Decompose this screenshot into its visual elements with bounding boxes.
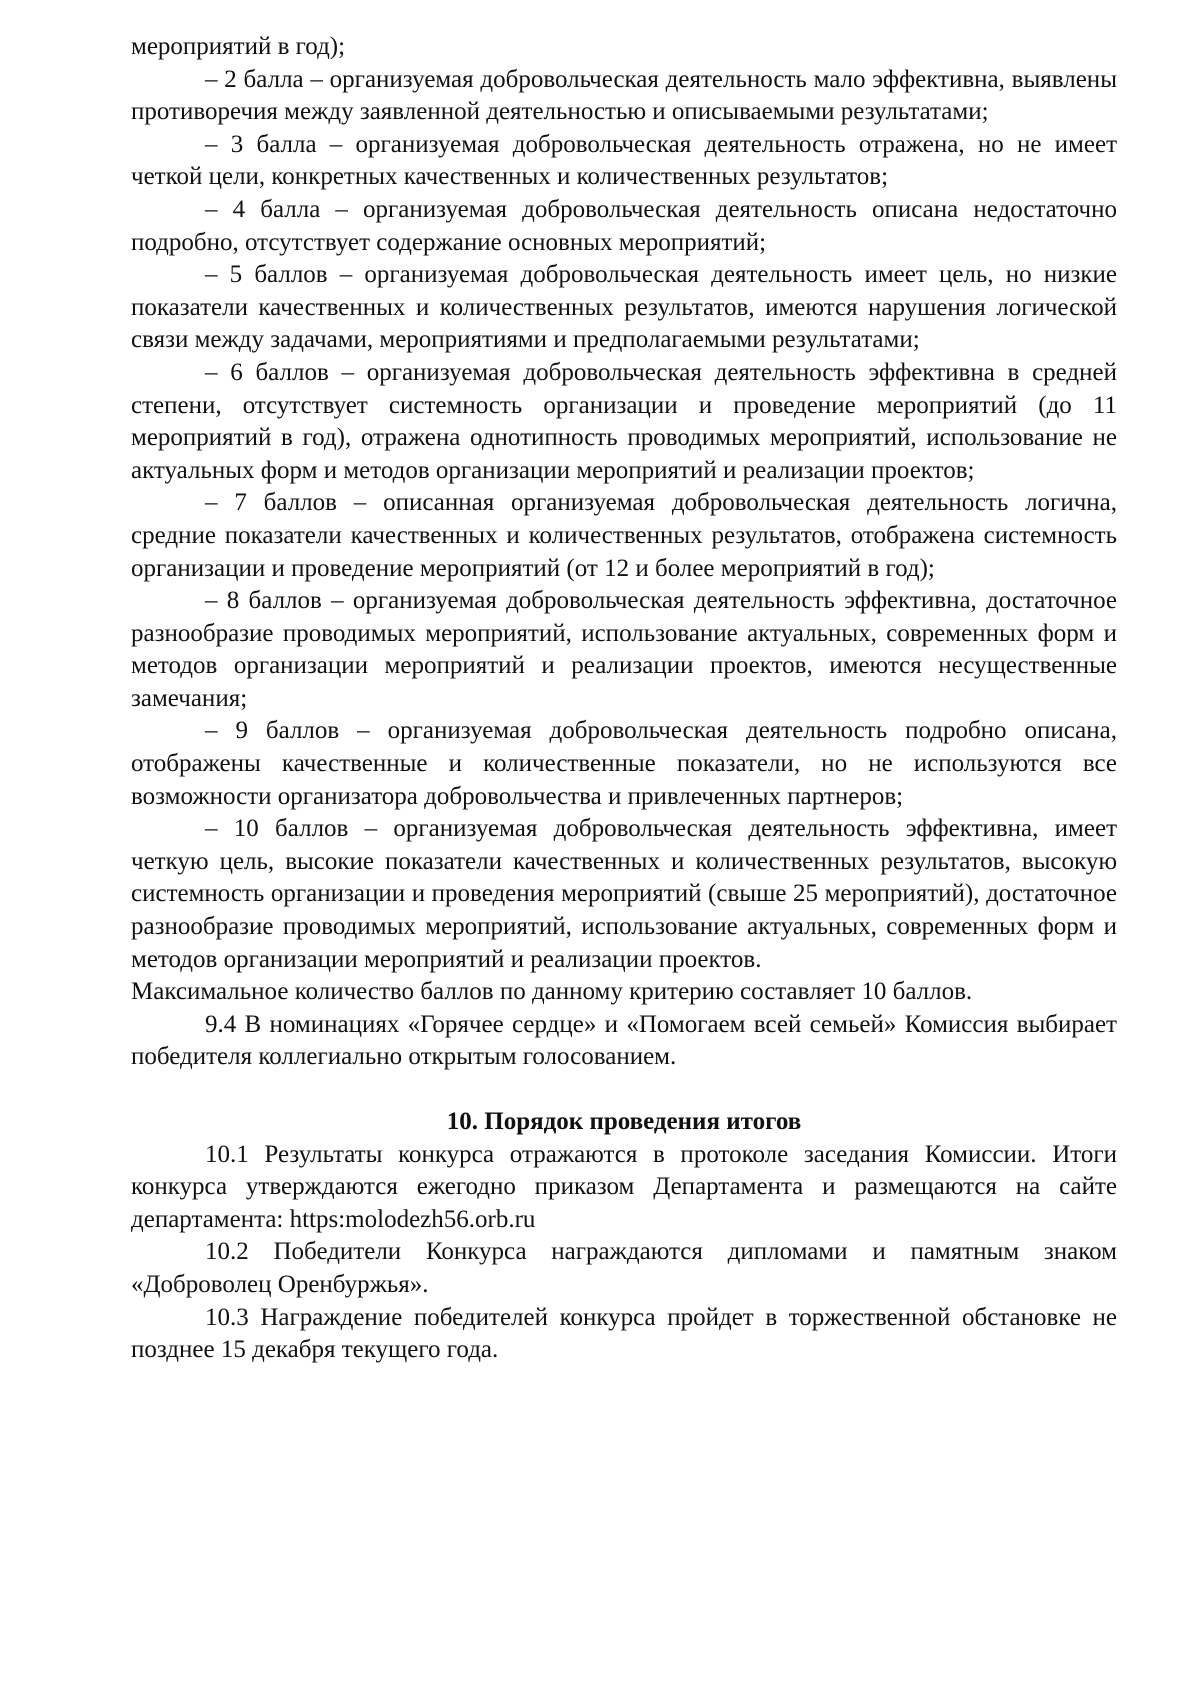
criteria-paragraph: – 9 баллов – организуемая добровольческая деятельность подробно описана, отображены качественные и количественные показатели, но не используются все возможности организатора добровольчества и привлеченных партнеров;	[131, 717, 1117, 810]
criteria-paragraph: – 7 баллов – описанная организуемая добровольческая деятельность логична, средние показатели качественных и количественных результатов, отображена системность организации и проведение мероприятий (от 12 и более мероприятий в год);	[131, 489, 1117, 582]
results-section	[131, 1139, 1117, 1367]
criteria-paragraph: – 8 баллов – организуемая добровольческая деятельность эффективна, достаточное разнообразие проводимых мероприятий, использование актуальных, современных форм и методов организации мероприятий и реализации проектов, имеются несущественные замечания;	[131, 587, 1117, 712]
results-paragraph: 10.2 Победители Конкурса награждаются дипломами и памятным знаком «Доброволец Оренбуржья».	[131, 1238, 1117, 1298]
criteria-paragraph: – 2 балла – организуемая добровольческая деятельность мало эффективна, выявлены противоречия между заявленной деятельностью и описываемыми результатами;	[131, 65, 1117, 126]
criteria-paragraph: мероприятий в год);	[131, 33, 346, 60]
results-paragraph: 10.3 Награждение победителей конкурса пройдет в торжественной обстановке не позднее 15 декабря текущего года.	[131, 1303, 1117, 1364]
criteria-paragraph: – 5 баллов – организуемая добровольческая деятельность имеет цель, но низкие показатели качественных и количественных результатов, имеются нарушения логической связи между задачами, мероприятиями и предполагаемыми результатами;	[131, 261, 1117, 354]
criteria-paragraph: – 6 баллов – организуемая добровольческая деятельность эффективна в средней степени, отсутствует системность организации и проведение мероприятий (до 11 мероприятий в год), отражена однотипность проводимых мероприятий, использование не актуальных форм и методов организации мероприятий и реализации проектов;	[131, 358, 1117, 484]
document-body	[131, 31, 1117, 1367]
criteria-paragraph: – 3 балла – организуемая добровольческая деятельность отражена, но не имеет четкой цели, конкретных качественных и количественных результатов;	[131, 130, 1117, 191]
criteria-paragraph: 9.4 В номинациях «Горячее сердце» и «Помогаем всей семьей» Комиссия выбирает победителя коллегиально открытым голосованием.	[131, 1010, 1117, 1071]
criteria-paragraph: – 10 баллов – организуемая добровольческая деятельность эффективна, имеет четкую цель, высокие показатели качественных и количественных результатов, высокую системность организации и проведения мероприятий (свыше 25 мероприятий), достаточное разнообразие проводимых мероприятий, использование актуальных, современных форм и методов организации мероприятий и реализации проектов.	[131, 815, 1117, 973]
section-heading: 10. Порядок проведения итогов	[446, 1108, 802, 1135]
criteria-list	[131, 31, 1117, 1074]
results-paragraph: 10.1 Результаты конкурса отражаются в протоколе заседания Комиссии. Итоги конкурса утверждаются ежегодно приказом Департамента и размещаются на сайте департамента: https:molodezh56.orb.ru	[131, 1140, 1117, 1233]
criteria-paragraph: Максимальное количество баллов по данному критерию составляет 10 баллов.	[131, 978, 973, 1006]
criteria-paragraph: – 4 балла – организуемая добровольческая деятельность описана недостаточно подробно, отсутствует содержание основных мероприятий;	[131, 195, 1117, 256]
